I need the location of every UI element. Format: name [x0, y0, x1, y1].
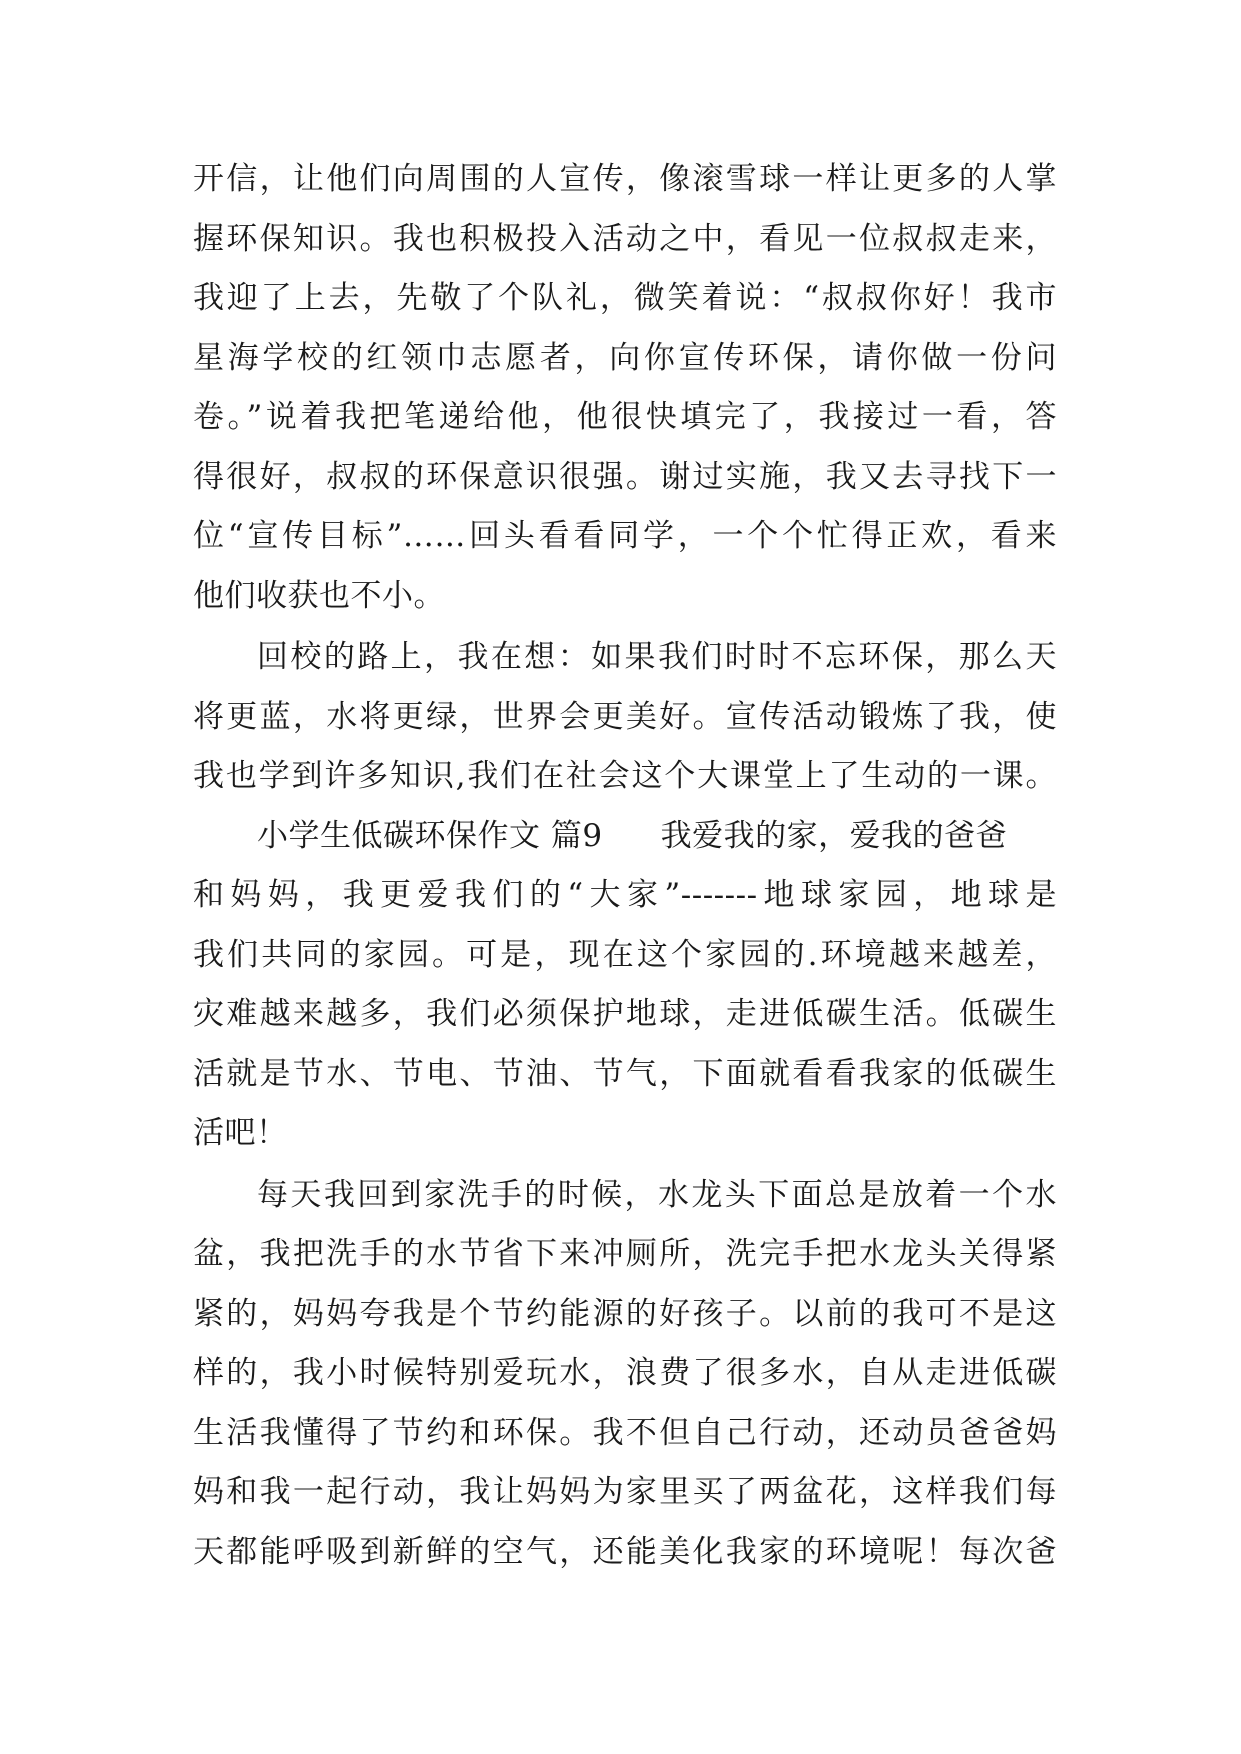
text-line: 灾难越来越多，我们必须保护地球，走进低碳生活。低碳生: [193, 996, 1057, 1032]
text-line: 样的，我小时候特别爱玩水，浪费了很多水，自从走进低碳: [193, 1355, 1057, 1391]
text-line: 我迎了上去，先敬了个队礼，微笑着说：“叔叔你好！我市: [193, 280, 1057, 316]
text-line: 活就是节水、节电、节油、节气，下面就看看我家的低碳生: [193, 1055, 1057, 1092]
text-line: 妈和我一起行动，我让妈妈为家里买了两盆花，这样我们每: [193, 1474, 1057, 1510]
body-text: [193, 150, 1057, 1582]
text-line: 得很好，叔叔的环保意识很强。谢过实施，我又去寻找下一: [193, 458, 1057, 495]
text-line: 星海学校的红领巾志愿者，向你宣传环保，请你做一份问: [193, 339, 1057, 376]
section-heading: 小学生低碳环保作文 篇9: [257, 817, 603, 854]
paragraph-1: [193, 150, 1057, 626]
paragraph-2: [193, 628, 1057, 807]
text-line: 我们共同的家园。可是，现在这个家园的.环境越来越差，: [193, 936, 1057, 973]
text-line: 和妈妈，我更爱我们的“大家”-------地球家园，地球是: [193, 877, 1057, 913]
text-line: 握环保知识。我也积极投入活动之中，看见一位叔叔走来，: [193, 220, 1057, 257]
text-line: 我也学到许多知识,我们在社会这个大课堂上了生动的一课。: [193, 758, 1057, 794]
text-line: 开信，让他们向周围的人宣传，像滚雪球一样让更多的人掌: [193, 161, 1057, 197]
text-line: 活吧！: [193, 1115, 288, 1151]
text-line: 卷。”说着我把笔递给他，他很快填完了，我接过一看，答: [193, 399, 1057, 435]
text-line: 盆，我把洗手的水节省下来冲厕所，洗完手把水龙头关得紧: [193, 1236, 1057, 1272]
section-heading-line: [193, 807, 1057, 867]
text-line-rest: 我爱我的家，爱我的爸爸: [660, 817, 1008, 854]
text-line: 紧的，妈妈夸我是个节约能源的好孩子。以前的我可不是这: [193, 1295, 1057, 1332]
text-line: 他们收获也不小。: [193, 577, 445, 614]
paragraph-3: [193, 807, 1057, 1164]
text-line: 每天我回到家洗手的时候，水龙头下面总是放着一个水: [257, 1176, 1057, 1213]
text-line: 回校的路上，我在想：如果我们时时不忘环保，那么天: [257, 639, 1057, 675]
text-line: 位“宣传目标”……回头看看同学，一个个忙得正欢，看来: [193, 518, 1057, 554]
text-line: 天都能呼吸到新鲜的空气，还能美化我家的环境呢！每次爸: [193, 1533, 1057, 1570]
paragraph-4: [193, 1166, 1057, 1583]
text-line: 将更蓝，水将更绿，世界会更美好。宣传活动锻炼了我，使: [193, 698, 1057, 735]
text-line: 生活我懂得了节约和环保。我不但自己行动，还动员爸爸妈: [193, 1414, 1057, 1451]
